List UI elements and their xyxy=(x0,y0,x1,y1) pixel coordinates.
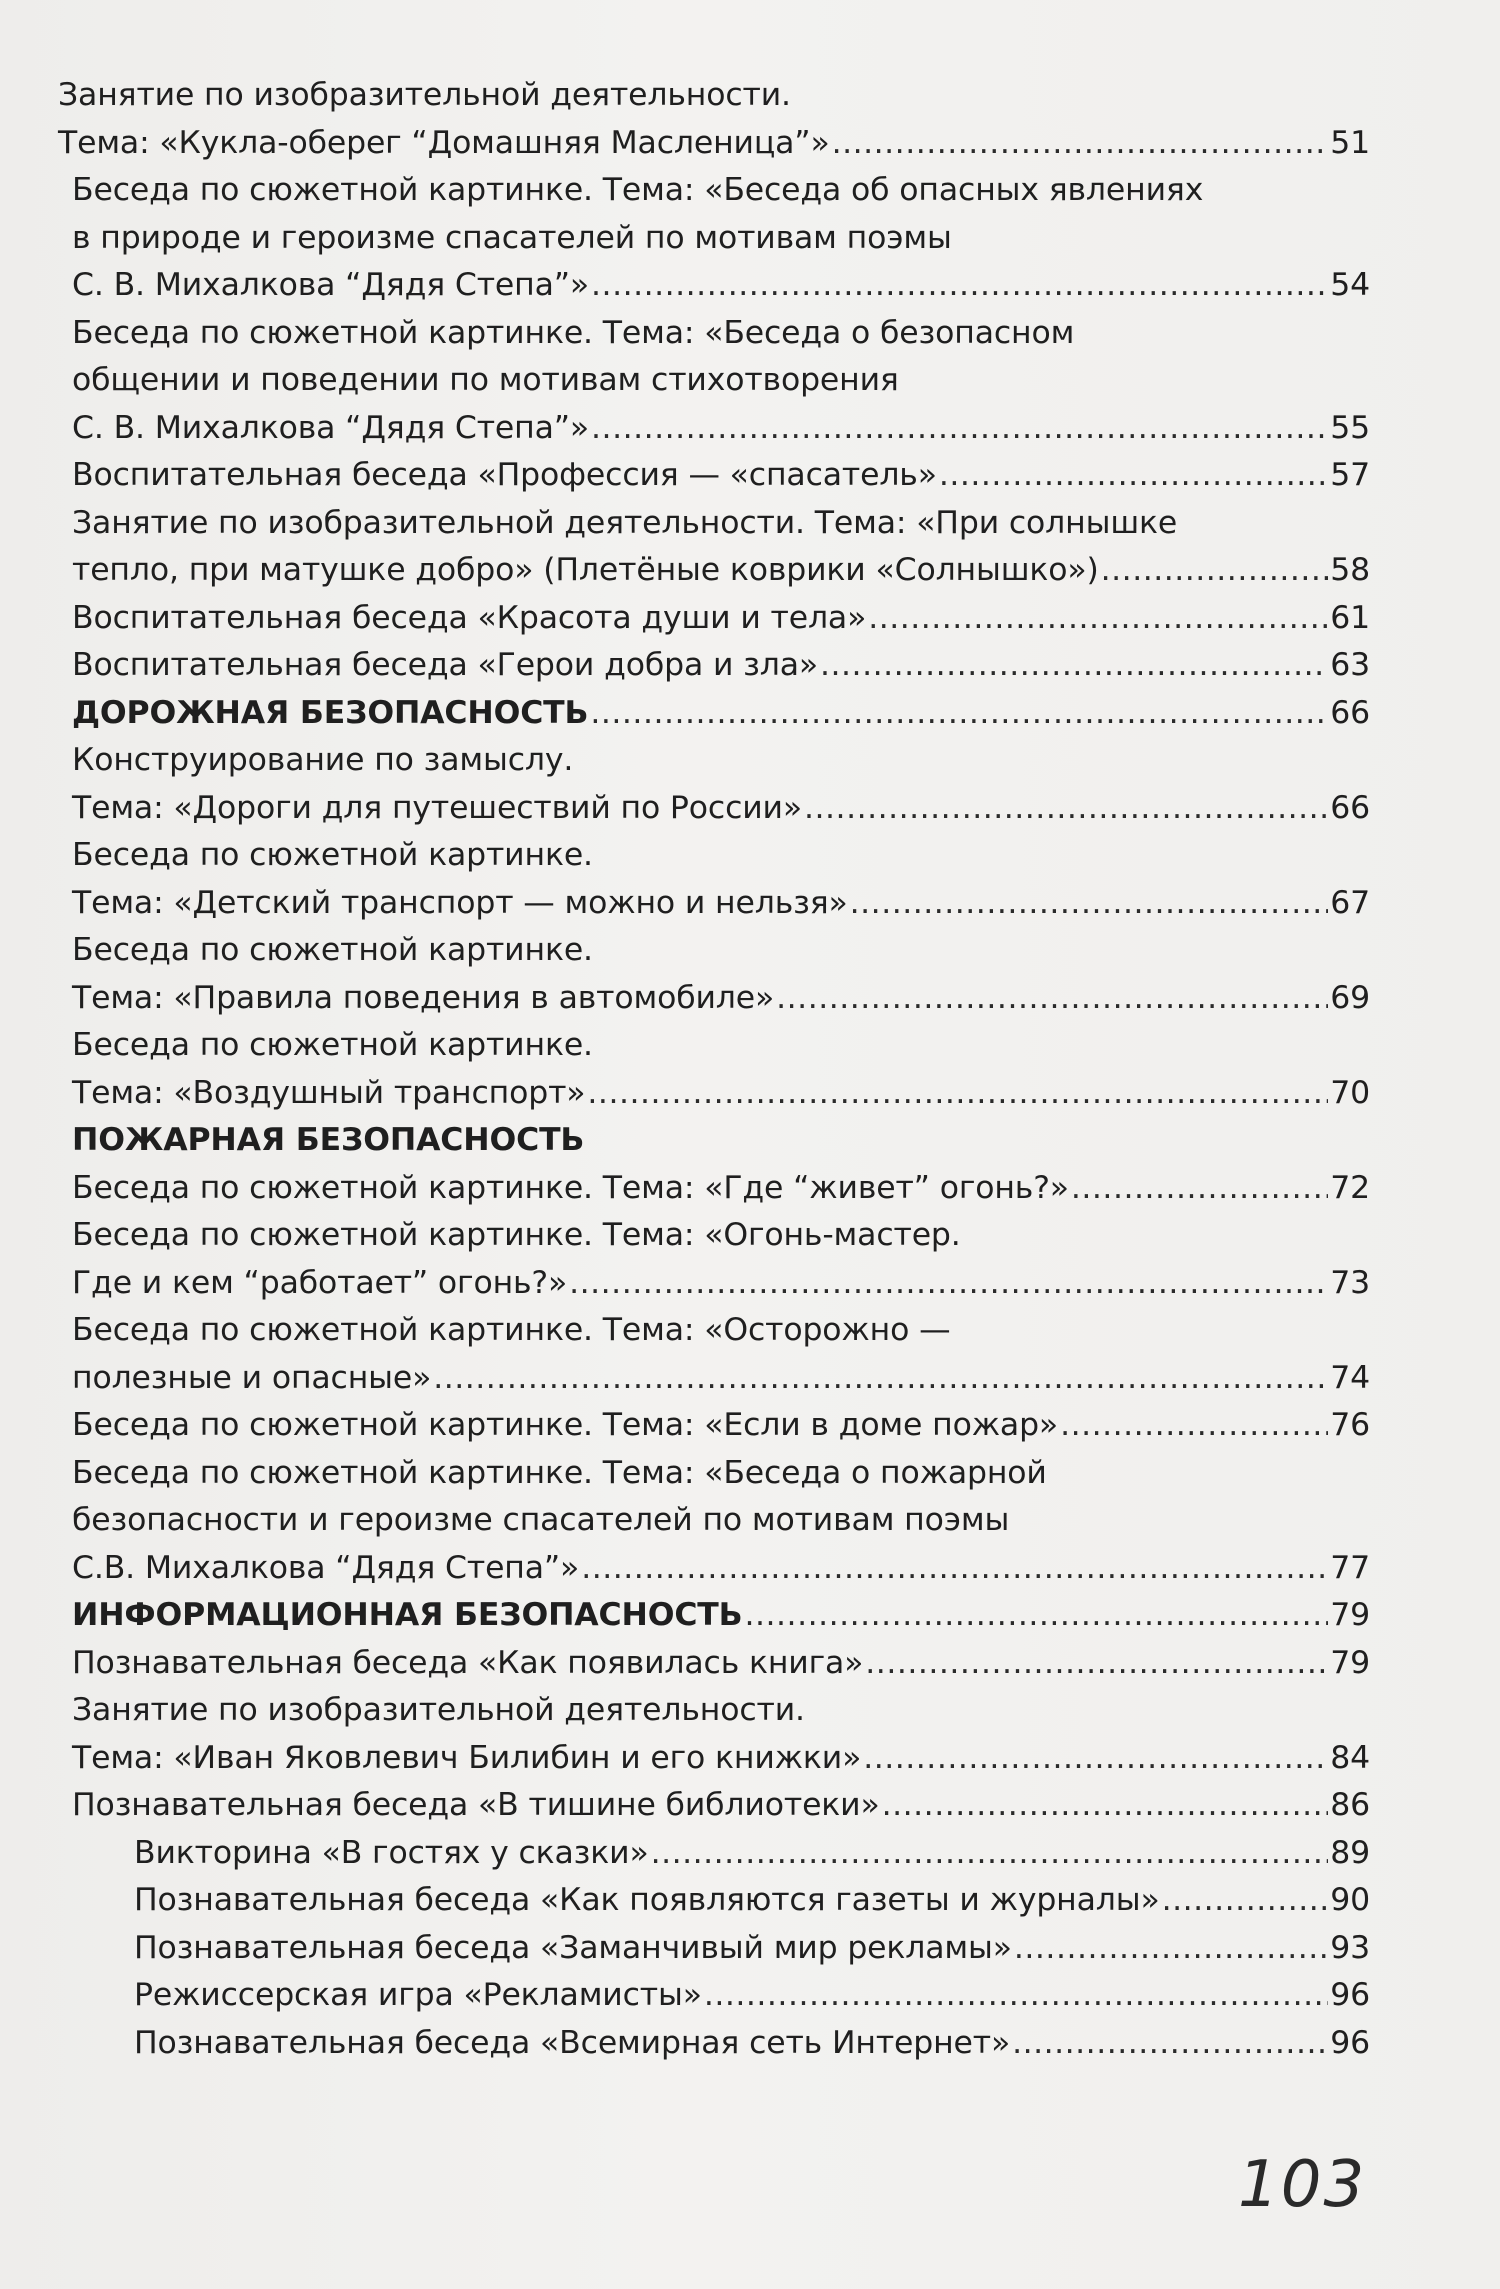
dot-leader xyxy=(704,1972,1328,2020)
toc-entry-line: тепло, при матушке добро» (Плетёные коврики «Солнышко») xyxy=(72,552,1099,588)
dot-leader xyxy=(882,1782,1329,1830)
toc-entry xyxy=(58,72,1370,167)
toc-entry-leader-row xyxy=(72,1402,1370,1450)
toc-entry-line: Беседа по сюжетной картинке. Тема: «Беседа об опасных явлениях xyxy=(72,172,1204,208)
toc-entry xyxy=(58,1782,1370,1830)
toc-entry xyxy=(58,2020,1370,2068)
toc-entry-line: Познавательная беседа «Заманчивый мир рекламы» xyxy=(134,1929,1012,1966)
toc-page-ref: 51 xyxy=(1330,124,1370,161)
dot-leader xyxy=(832,120,1329,168)
toc-entry-line: Беседа по сюжетной картинке. xyxy=(72,837,593,873)
toc-page-ref: 74 xyxy=(1330,1359,1370,1396)
toc-page-ref: 69 xyxy=(1330,979,1370,1016)
toc-entry-line: Воспитательная беседа «Герои добра и зла» xyxy=(72,647,819,683)
toc-page-ref: 96 xyxy=(1330,1977,1370,2013)
toc-entry xyxy=(58,1925,1370,1973)
dot-leader xyxy=(865,1640,1328,1688)
dot-leader xyxy=(1012,2020,1328,2068)
toc-page-ref: 77 xyxy=(1330,1549,1370,1586)
toc-entry-leader-row xyxy=(72,595,1370,643)
dot-leader xyxy=(804,785,1328,833)
toc-entry-line: Тема: «Иван Яковлевич Билибин и его книжки» xyxy=(72,1739,862,1776)
toc-page-ref: 86 xyxy=(1330,1787,1370,1823)
toc-entry-line: Конструирование по замыслу. xyxy=(72,742,574,778)
toc-entry-leader-row xyxy=(72,975,1370,1023)
toc-entry-line: Познавательная беседа «Всемирная сеть Интернет» xyxy=(134,2024,1011,2061)
dot-leader xyxy=(850,880,1329,928)
toc-entry-line: полезные и опасные» xyxy=(72,1359,432,1396)
toc-page-ref: 79 xyxy=(1330,1644,1370,1681)
toc-section-heading xyxy=(58,690,1370,738)
toc-entry-line: Беседа по сюжетной картинке. Тема: «Огонь-мастер. xyxy=(72,1217,961,1253)
toc-entry-leader-row xyxy=(134,2020,1370,2068)
toc-entry-leader-row xyxy=(72,547,1370,595)
toc-entry-leader-row xyxy=(72,785,1370,833)
toc-entry-leader-row xyxy=(72,452,1370,500)
toc-entry xyxy=(58,1687,1370,1782)
toc-page-ref: 66 xyxy=(1330,789,1370,826)
toc-page-ref: 72 xyxy=(1330,1169,1370,1206)
toc-entry-line: Тема: «Правила поведения в автомобиле» xyxy=(72,979,775,1016)
toc-entry-leader-row xyxy=(134,1925,1370,1973)
section-title: ДОРОЖНАЯ БЕЗОПАСНОСТЬ xyxy=(72,694,589,731)
dot-leader xyxy=(745,1592,1329,1640)
toc-page-ref: 96 xyxy=(1330,2024,1370,2061)
toc-entry xyxy=(58,927,1370,1022)
dot-leader xyxy=(939,452,1328,500)
toc-entry-line: Занятие по изобразительной деятельности. xyxy=(58,77,791,113)
toc-entry-leader-row xyxy=(58,120,1370,168)
toc-entry-leader-row xyxy=(72,1355,1370,1403)
dot-leader xyxy=(590,690,1328,738)
toc-entry xyxy=(58,1450,1370,1593)
page-number: 103 xyxy=(1238,2148,1367,2222)
toc-entry-leader-row xyxy=(134,1877,1370,1925)
toc-entry xyxy=(58,452,1370,500)
toc-entry-line: Занятие по изобразительной деятельности. xyxy=(72,1692,805,1728)
toc-entry-leader-row xyxy=(72,1117,1370,1165)
toc-entry xyxy=(58,642,1370,690)
toc-entry-line: Тема: «Кукла-оберег “Домашняя Масленица”» xyxy=(58,124,830,161)
toc-section-heading xyxy=(58,1117,1370,1165)
toc-entry-leader-row xyxy=(72,1782,1370,1830)
toc-page-ref: 57 xyxy=(1330,457,1370,493)
toc-entry xyxy=(58,1165,1370,1213)
toc-entry-line: Беседа по сюжетной картинке. Тема: «Беседа о безопасном xyxy=(72,314,1075,351)
toc-entry-line: Где и кем “работает” огонь?» xyxy=(72,1264,568,1301)
table-of-contents xyxy=(58,72,1370,2067)
toc-entry-leader-row xyxy=(134,1972,1370,2020)
toc-entry xyxy=(58,1212,1370,1307)
toc-entry-line: Беседа по сюжетной картинке. Тема: «Осторожно — xyxy=(72,1312,951,1348)
toc-entry xyxy=(58,167,1370,310)
dot-leader xyxy=(651,1830,1329,1878)
toc-entry xyxy=(58,1972,1370,2020)
toc-entry xyxy=(58,1640,1370,1688)
dot-leader xyxy=(1071,1165,1328,1213)
section-title: ИНФОРМАЦИОННАЯ БЕЗОПАСНОСТЬ xyxy=(72,1597,743,1633)
toc-entry-line: Тема: «Воздушный транспорт» xyxy=(72,1074,586,1111)
toc-entry xyxy=(58,595,1370,643)
dot-leader xyxy=(868,595,1328,643)
toc-page-ref: 89 xyxy=(1330,1834,1370,1871)
toc-entry-line: Беседа по сюжетной картинке. Тема: «Где “живет” огонь?» xyxy=(72,1169,1069,1206)
toc-entry-line: Познавательная беседа «Как появляются газеты и журналы» xyxy=(134,1882,1160,1918)
toc-page-ref: 70 xyxy=(1330,1074,1370,1111)
section-title: ПОЖАРНАЯ БЕЗОПАСНОСТЬ xyxy=(72,1122,585,1158)
dot-leader xyxy=(776,975,1328,1023)
toc-entry-leader-row xyxy=(72,642,1370,690)
toc-entry-line: безопасности и героизме спасателей по мотивам поэмы xyxy=(72,1502,1010,1538)
toc-page-ref: 73 xyxy=(1330,1264,1370,1301)
toc-page-ref: 67 xyxy=(1330,884,1370,921)
toc-page-ref: 58 xyxy=(1330,552,1370,588)
toc-entry-leader-row xyxy=(72,1260,1370,1308)
toc-entry-leader-row xyxy=(72,880,1370,928)
toc-entry-leader-row xyxy=(72,405,1370,453)
toc-entry xyxy=(58,1830,1370,1878)
dot-leader xyxy=(433,1355,1328,1403)
dot-leader xyxy=(863,1735,1328,1783)
toc-entry-line: Воспитательная беседа «Профессия — «спасатель» xyxy=(72,457,937,493)
toc-section-heading xyxy=(58,1592,1370,1640)
toc-entry-line: Режиссерская игра «Рекламисты» xyxy=(134,1977,702,2013)
toc-entry-line: в природе и героизме спасателей по мотивам поэмы xyxy=(72,219,952,256)
dot-leader xyxy=(820,642,1328,690)
toc-entry-line: Викторина «В гостях у сказки» xyxy=(134,1834,649,1871)
toc-page-ref: 90 xyxy=(1330,1882,1370,1918)
toc-entry-line: Тема: «Детский транспорт — можно и нельзя» xyxy=(72,884,848,921)
toc-page-ref: 55 xyxy=(1330,409,1370,446)
toc-page-ref: 66 xyxy=(1330,694,1370,731)
toc-entry-leader-row xyxy=(72,1070,1370,1118)
toc-page-ref: 93 xyxy=(1330,1929,1370,1966)
toc-entry-line: С. В. Михалкова “Дядя Степа”» xyxy=(72,267,590,303)
dot-leader xyxy=(591,405,1328,453)
dot-leader xyxy=(587,1070,1328,1118)
toc-page-ref: 79 xyxy=(1330,1597,1370,1633)
toc-page-ref: 61 xyxy=(1330,599,1370,636)
dot-leader xyxy=(591,262,1328,310)
toc-entry-leader-row xyxy=(72,262,1370,310)
toc-entry xyxy=(58,310,1370,453)
toc-entry xyxy=(58,1022,1370,1117)
toc-page-ref: 84 xyxy=(1330,1739,1370,1776)
toc-page-ref: 63 xyxy=(1330,647,1370,683)
toc-entry-leader-row xyxy=(72,1640,1370,1688)
toc-entry xyxy=(58,500,1370,595)
toc-entry-leader-row xyxy=(72,1545,1370,1593)
toc-entry xyxy=(58,737,1370,832)
toc-entry-line: Беседа по сюжетной картинке. Тема: «Если в доме пожар» xyxy=(72,1407,1059,1443)
toc-entry-leader-row xyxy=(72,1165,1370,1213)
toc-entry xyxy=(58,832,1370,927)
toc-entry-line: Занятие по изобразительной деятельности. Тема: «При солнышке xyxy=(72,504,1178,541)
dot-leader xyxy=(581,1545,1328,1593)
dot-leader xyxy=(1060,1402,1328,1450)
toc-entry-line: Познавательная беседа «В тишине библиотеки» xyxy=(72,1787,880,1823)
toc-entry xyxy=(58,1402,1370,1450)
dot-leader xyxy=(569,1260,1328,1308)
toc-entry-line: С. В. Михалкова “Дядя Степа”» xyxy=(72,409,590,446)
toc-entry-leader-row xyxy=(72,1592,1370,1640)
toc-entry-line: Беседа по сюжетной картинке. xyxy=(72,932,593,968)
toc-entry-leader-row xyxy=(134,1830,1370,1878)
toc-entry-leader-row xyxy=(72,1735,1370,1783)
toc-page-ref: 76 xyxy=(1330,1407,1370,1443)
toc-entry-line: Беседа по сюжетной картинке. Тема: «Беседа о пожарной xyxy=(72,1454,1047,1491)
toc-page-ref: 54 xyxy=(1330,267,1370,303)
dot-leader xyxy=(1162,1877,1329,1925)
toc-entry-line: Тема: «Дороги для путешествий по России» xyxy=(72,789,803,826)
toc-entry xyxy=(58,1877,1370,1925)
toc-entry xyxy=(58,1307,1370,1402)
dot-leader xyxy=(1014,1925,1328,1973)
toc-entry-leader-row xyxy=(72,690,1370,738)
toc-entry-line: С.В. Михалкова “Дядя Степа”» xyxy=(72,1549,580,1586)
toc-entry-line: Познавательная беседа «Как появилась книга» xyxy=(72,1644,864,1681)
toc-entry-line: Воспитательная беседа «Красота души и тела» xyxy=(72,599,867,636)
toc-entry-line: общении и поведении по мотивам стихотворения xyxy=(72,362,899,398)
toc-entry-line: Беседа по сюжетной картинке. xyxy=(72,1027,593,1063)
dot-leader xyxy=(1101,547,1329,595)
